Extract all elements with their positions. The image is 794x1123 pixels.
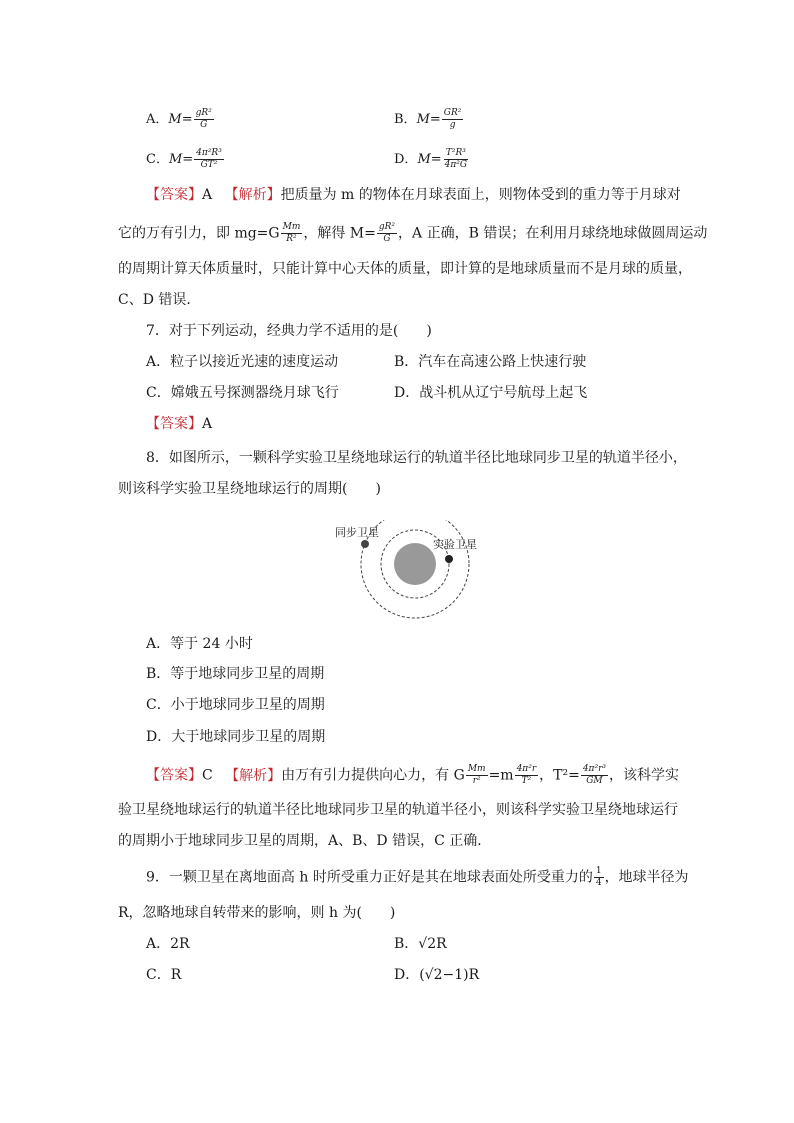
analysis-tag: 【解析】 [225,767,282,784]
fraction-denominator: G [383,234,391,244]
q6-option-c [146,148,225,171]
analysis-text: =m [488,767,514,784]
q9-stem-text: 9．一颗卫星在离地面高 h 时所受重力正好是其在地球表面处所受重力的 [146,869,593,886]
q9-stem-line-1 [146,866,689,889]
analysis-tag: 【解析】 [224,187,281,203]
analysis-fraction [466,764,488,787]
q9-fraction [594,866,604,889]
q6-answer-line [146,185,681,205]
q6-option-c-lhs: M= [168,152,194,167]
fraction-numerator: 4π²R³ [196,148,222,158]
fraction-denominator: GM [586,776,603,786]
answer-value: A [202,416,213,432]
q8-option-b: B．等于地球同步卫星的周期 [146,666,325,682]
q7-option-c: C．嫦娥五号探测器绕月球飞行 [146,385,339,401]
q9-option-a: A．2R [146,936,190,952]
q8-option-d: D．大于地球同步卫星的周期 [146,729,326,745]
fraction-numerator: Mm [282,222,301,232]
fraction-denominator: T² [521,776,532,786]
fraction-denominator: 4π²G [444,160,468,170]
q7-option-d: D．战斗机从辽宁号航母上起飞 [394,385,588,401]
analysis-text: ，解得 M= [303,225,376,242]
fraction-numerator: T²R³ [445,148,466,158]
earth [394,543,436,585]
fraction-numerator: 4π²r³ [582,764,606,774]
q8-analysis-line-2: 验卫星绕地球运行的轨道半径比地球同步卫星的轨道半径小，则该科学实验卫星绕地球运行 [118,802,678,818]
fraction-numerator: gR² [378,222,396,232]
q6-option-b-fraction [442,108,464,131]
q8-stem-line-2: 则该科学实验卫星绕地球运行的周期( ) [118,481,381,497]
analysis-fraction [281,222,303,245]
q9-option-d: D．(√2−1)R [394,967,480,983]
q6-analysis-line-4: C、D 错误． [118,292,201,308]
answer-value: C [202,767,213,784]
analysis-text: 把质量为 m 的物体在月球表面上，则物体受到的重力等于月球对 [280,187,681,203]
q6-option-b-lhs: M= [416,112,441,127]
q7-option-b: B．汽车在高速公路上快速行驶 [394,354,587,370]
q6-analysis-line-3: 的周期计算天体质量时，只能计算中心天体的质量，即计算的是地球质量而不是月球的质量， [118,261,692,277]
q7-option-a: A．粒子以接近光速的速度运动 [146,354,339,370]
analysis-text: 由万有引力提供向心力，有 G [281,767,465,784]
q9-stem-text: ，地球半径为 [604,869,689,886]
q8-stem-line-1: 8．如图所示，一颗科学实验卫星绕地球运行的轨道半径比地球同步卫星的轨道半径小， [146,450,687,466]
q9-stem-line-2: R，忽略地球自转带来的影响，则 h 为( ) [118,905,396,921]
sync-satellite [361,540,369,548]
fraction-denominator: G [200,120,208,130]
q9-option-c: C．R [146,967,182,983]
q6-option-d-letter: D． [394,152,418,167]
answer-tag: 【答案】 [146,416,202,432]
q8-option-c: C．小于地球同步卫星的周期 [146,697,325,713]
q6-option-a [146,108,215,131]
experiment-satellite [445,555,453,563]
q8-analysis-line-3: 的周期小于地球同步卫星的周期，A、B、D 错误，C 正确． [118,833,492,849]
analysis-fraction [581,764,608,787]
q6-option-c-fraction [194,148,224,171]
orbit-diagram [335,520,495,634]
q6-option-c-letter: C． [146,152,169,167]
fraction-numerator: GR² [443,108,462,118]
q6-option-a-letter: A． [146,112,169,127]
fraction-numerator: 4π²r [516,764,537,774]
fraction-denominator: r² [472,776,481,786]
q7-stem: 7．对于下列运动，经典力学不适用的是( ) [146,323,432,339]
fraction-denominator: GT² [200,160,218,170]
analysis-text: ，T²= [539,767,580,784]
fraction-numerator: gR² [195,108,212,118]
analysis-text: 它的万有引力，即 mg=G [118,225,280,242]
q9-option-b: B．√2R [394,936,447,952]
q8-option-a: A．等于 24 小时 [146,636,253,652]
sync-satellite-label: 同步卫星 [335,526,379,539]
q6-option-b-letter: B． [394,112,417,127]
answer-tag: 【答案】 [146,187,202,203]
q6-option-a-fraction [194,108,214,131]
analysis-fraction [377,222,397,245]
q6-option-d [394,148,470,171]
q6-option-d-lhs: M= [417,152,442,167]
answer-tag: 【答案】 [146,767,202,784]
fraction-numerator: Mm [467,764,486,774]
analysis-text: ，该科学实 [609,767,679,784]
analysis-fraction [515,764,539,787]
fraction-denominator: g [449,120,456,130]
q6-option-a-lhs: M= [168,112,193,127]
q6-analysis-line-2 [118,222,707,245]
q6-option-d-fraction [443,148,469,171]
q8-answer-line [146,764,679,787]
q6-option-b [394,108,464,131]
fraction-denominator: R² [286,234,297,244]
fraction-denominator: 4 [595,878,602,888]
answer-value: A [202,187,213,203]
q7-answer-line [146,414,212,434]
analysis-text: ，A 正确，B 错误；在利用月球绕地球做圆周运动 [398,225,708,242]
experiment-satellite-label: 实验卫星 [433,538,477,551]
fraction-numerator: 1 [595,866,602,876]
